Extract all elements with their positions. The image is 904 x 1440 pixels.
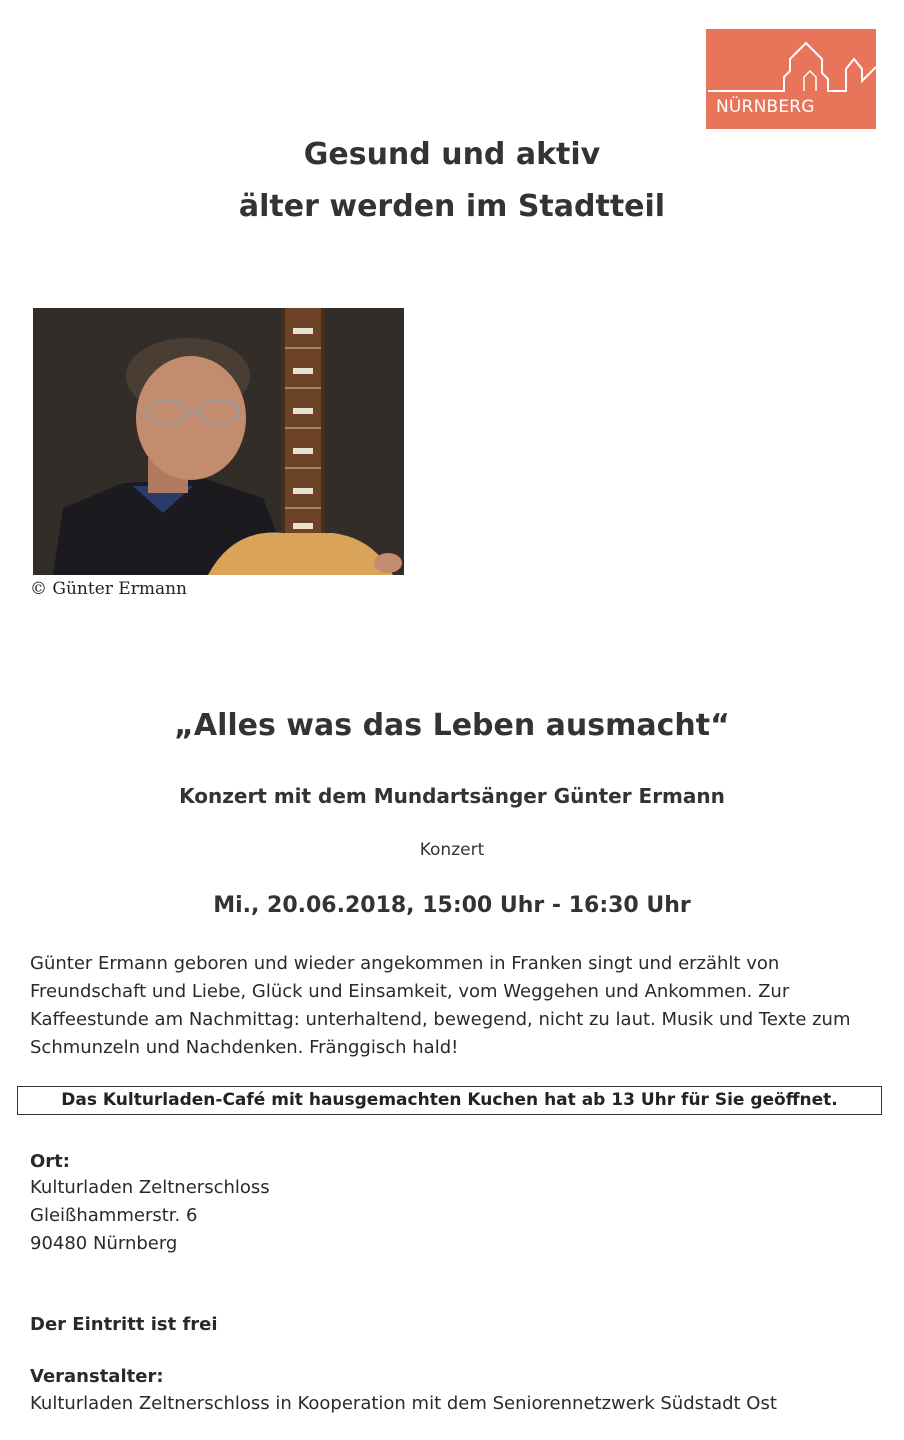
event-description (30, 950, 870, 1062)
event-subtitle: Konzert mit dem Mundartsänger Günter Ermann (179, 784, 725, 808)
location-city: 90480 Nürnberg (30, 1233, 178, 1254)
admission-note: Der Eintritt ist frei (30, 1314, 218, 1335)
location-street: Gleißhammerstr. 6 (30, 1205, 198, 1226)
nuernberg-logo (706, 29, 876, 129)
cafe-notice-box: Das Kulturladen-Café mit hausgemachten Kuchen hat ab 13 Uhr für Sie geöffnet. (17, 1086, 882, 1115)
photo-caption: © Günter Ermann (30, 579, 187, 599)
event-title: „Alles was das Leben ausmacht“ (174, 708, 730, 743)
performer-photo (33, 308, 404, 575)
event-type: Konzert (419, 840, 485, 860)
description-line: Schmunzeln und Nachdenken. Frӓnggisch hald! (30, 1037, 459, 1058)
event-datetime: Mi., 20.06.2018, 15:00 Uhr - 16:30 Uhr (213, 893, 691, 918)
organizer-text: Kulturladen Zeltnerschloss in Kooperation mit dem Seniorennetzwerk Südstadt Ost (30, 1393, 777, 1414)
logo-text: NÜRNBERG (716, 97, 815, 117)
location-name: Kulturladen Zeltnerschloss (30, 1177, 270, 1198)
description-line: Günter Ermann geboren und wieder angekommen in Franken singt und erzählt von (30, 953, 780, 974)
page-title-line2: älter werden im Stadtteil (238, 189, 666, 224)
description-line: Kaffeestunde am Nachmittag: unterhaltend, bewegend, nicht zu laut. Musik und Texte zum (30, 1009, 851, 1030)
description-line: Freundschaft und Liebe, Glück und Einsamkeit, vom Weggehen und Ankommen. Zur (30, 981, 790, 1002)
page-title-line1: Gesund und aktiv (303, 137, 601, 172)
organizer-label: Veranstalter: (30, 1366, 164, 1387)
location-label: Ort: (30, 1151, 70, 1172)
